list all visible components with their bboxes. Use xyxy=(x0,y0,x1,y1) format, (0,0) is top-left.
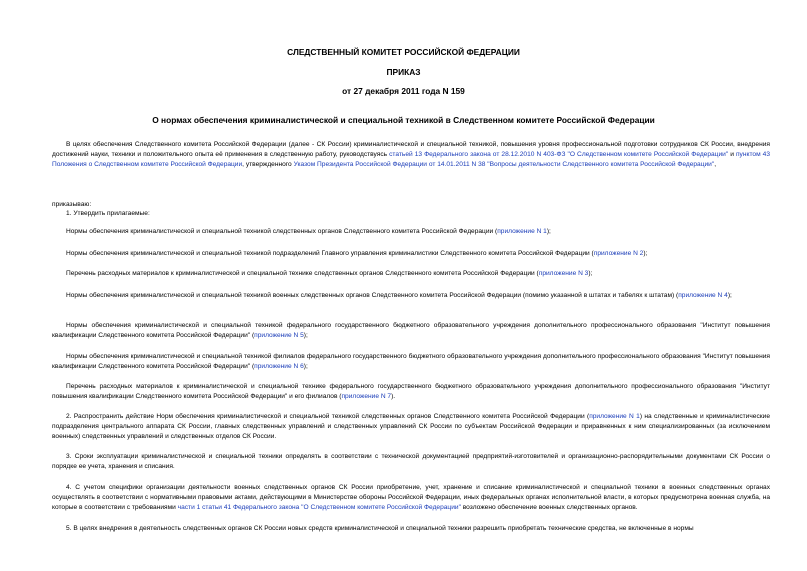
norm-paragraph-5: Нормы обеспечения криминалистической и специальной техникой федерального государственного бюджетного образовательного учреждения дополнительного профессионального образования "Институт повышения квалификации Следственного комитета Российской Федерации" (приложение N 5); xyxy=(52,322,770,339)
norm-paragraph-6: Нормы обеспечения криминалистической и специальной техникой филиалов федерального государственного бюджетного образовательного учреждения дополнительного профессионального образования "Институт повышения квалификации Следственного комитета Российской Федерации" (приложение N 6); xyxy=(52,353,770,370)
norm-paragraph-4: Нормы обеспечения криминалистической и специальной техникой военных следственных органов Следственного комитета Российской Федерации (помимо указанной в штатах и табелях к штатам) (приложение N 4); xyxy=(66,292,732,299)
norm-paragraph-2: Нормы обеспечения криминалистической и специальной техникой подразделений Главного управления криминалистики Следственного комитета Российской Федерации (приложение N 2); xyxy=(66,250,648,257)
norm-paragraph-3: Перечень расходных материалов к криминалистической и специальной технике следственных органов Следственного комитета Российской Федерации (приложение N 3); xyxy=(66,270,593,277)
regulation-item-43-link[interactable]: пунктом 43 Положения о Следственном комитете Российской Федерации xyxy=(52,151,770,168)
norm-paragraph-1: Нормы обеспечения криминалистической и специальной техникой следственных органов Следственного комитета Российской Федерации (приложение N 1); xyxy=(66,228,551,235)
appendix-6-link[interactable]: приложение N 6 xyxy=(254,363,304,370)
item-3-paragraph: 3. Сроки эксплуатации криминалистической и специальной техники определять в соответствии с технической документацией предприятий-изготовителей и организационно-распорядительными документами СК России о порядке ее учета, хранения и списания. xyxy=(52,453,770,470)
item-1-text: 1. Утвердить прилагаемые: xyxy=(66,210,150,217)
law-article-41-link[interactable]: части 1 статьи 41 Федерального закона "О Следственном комитете Российской Федерации" xyxy=(177,504,461,511)
item-2-paragraph: 2. Распространить действие Норм обеспечения криминалистической и специальной техникой следственных органов Следственного комитета Российской Федерации (приложение N 1) на следственные и криминалистические подразделения центрального аппарата СК России, главных следственных управлений и следственных управлений СК России по субъектам Российской Федерации и приравненных к ним специализированных (за исключением военных) следственных управлений и следственных отделов СК России. xyxy=(52,413,770,440)
appendix-2-link[interactable]: приложение N 2 xyxy=(593,250,644,257)
appendix-3-link[interactable]: приложение N 3 xyxy=(538,270,589,277)
document-type: ПРИКАЗ xyxy=(386,67,421,77)
preamble-paragraph: В целях обеспечения Следственного комитета Российской Федерации (далее - СК России) криминалистической и специальной техникой, повышения уровня профессиональной подготовки сотрудников СК России, внедрения достижений науки, техники и положительного опыта её применения в следственную работу, руководствуясь статьей 13 Федерального закона от 28.12.2010 N 403-ФЗ "О Следственном комитете Российской Федерации" и пунктом 43 Положения о Следственном комитете Российской Федерации, утвержденного Указом Президента Российской Федерации от 14.01.2011 N 38 "Вопросы деятельности Следственного комитета Российской Федерации", xyxy=(52,141,770,168)
norm-paragraph-7: Перечень расходных материалов к криминалистической и специальной технике федерального государственного бюджетного образовательного учреждения дополнительного профессионального образования "Институт повышения квалификации Следственного комитета Российской Федерации" и его филиалов (приложение N 7). xyxy=(52,383,770,400)
appendix-5-link[interactable]: приложение N 5 xyxy=(254,332,304,339)
item-5-paragraph: 5. В целях внедрения в деятельность следственных органов СК России новых средств криминалистической и специальной техники разрешить приобретать технические средства, не включенные в нормы xyxy=(66,525,694,532)
organization-name: СЛЕДСТВЕННЫЙ КОМИТЕТ РОССИЙСКОЙ ФЕДЕРАЦИИ xyxy=(287,47,520,57)
law-403-fz-article-13-link[interactable]: статьей 13 Федерального закона от 28.12.2010 N 403-ФЗ "О Следственном комитете Российской Федерации" xyxy=(389,151,729,158)
appendix-7-link[interactable]: приложение N 7 xyxy=(341,393,392,400)
document-title: О нормах обеспечения криминалистической и специальной техникой в Следственном комитете Российской Федерации xyxy=(152,115,655,125)
appendix-4-link[interactable]: приложение N 4 xyxy=(678,292,728,299)
document-date-number: от 27 декабря 2011 года N 159 xyxy=(342,86,465,96)
appendix-1-link[interactable]: приложение N 1 xyxy=(497,228,547,235)
item-4-paragraph: 4. С учетом специфики организации деятельности военных следственных органов СК России приобретение, учет, хранение и списание криминалистической и специальной техники в военных следственных органах осуществлять в соответствии с нормативными правовыми актами, действующими в Министерстве обороны Российской Федерации, иных федеральных органах исполнительной власти, в которых предусмотрена военная служба, на которые в соответствии с требованиями части 1 статьи 41 Федерального закона "О Следственном комитете Российской Федерации" возложено обеспечение военных следственных органов. xyxy=(52,484,770,511)
prikazyvayu-text: приказываю: xyxy=(52,201,92,208)
presidential-decree-38-link[interactable]: Указом Президента Российской Федерации от 14.01.2011 N 38 "Вопросы деятельности Следственного комитета Российской Федерации" xyxy=(293,161,715,168)
item-2-appendix-1-link[interactable]: приложение N 1 xyxy=(589,413,640,420)
